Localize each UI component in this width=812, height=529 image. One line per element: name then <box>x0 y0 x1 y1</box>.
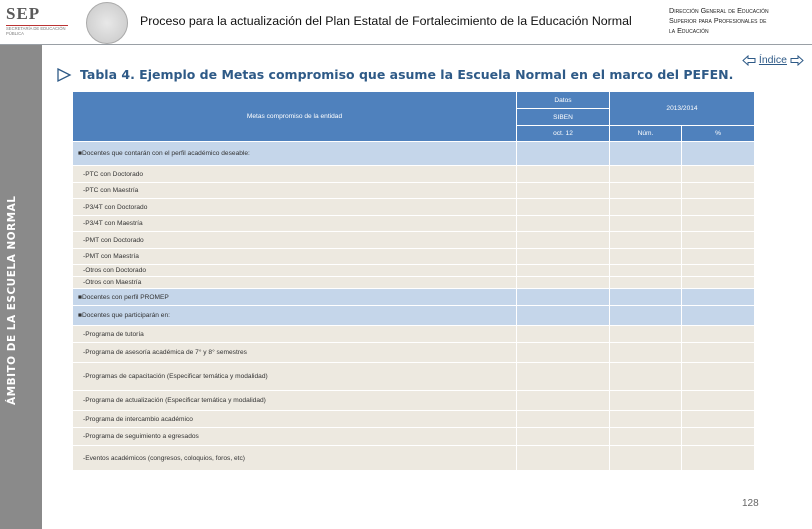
table-row <box>73 199 755 216</box>
index-nav <box>742 54 804 66</box>
value-cell[interactable] <box>517 306 610 326</box>
value-cell[interactable] <box>682 277 755 289</box>
value-cell[interactable] <box>517 326 610 343</box>
sep-logo <box>6 4 72 42</box>
table-row <box>73 277 755 289</box>
value-cell[interactable] <box>610 411 682 428</box>
col-header-goals: Metas compromiso de la entidad <box>73 92 517 142</box>
col-header-year: 2013/2014 <box>610 92 755 126</box>
value-cell[interactable] <box>610 232 682 249</box>
value-cell[interactable] <box>610 446 682 471</box>
row-label: -P3/4T con Maestría <box>73 216 517 232</box>
value-cell[interactable] <box>682 428 755 446</box>
value-cell[interactable] <box>517 289 610 306</box>
row-label: -PMT con Maestría <box>73 249 517 265</box>
sep-logo-text: SEP <box>6 4 41 23</box>
row-label: -P3/4T con Doctorado <box>73 199 517 216</box>
value-cell[interactable] <box>682 391 755 411</box>
value-cell[interactable] <box>682 183 755 199</box>
value-cell[interactable] <box>610 216 682 232</box>
row-label: -Otros con Doctorado <box>73 265 517 277</box>
index-link[interactable]: Índice <box>758 54 787 66</box>
value-cell[interactable] <box>517 265 610 277</box>
table-title: Tabla 4. Ejemplo de Metas compromiso que asume la Escuela Normal en el marco del PEFEN. <box>80 67 734 82</box>
value-cell[interactable] <box>682 411 755 428</box>
department-line-3: la Educación <box>669 26 709 35</box>
value-cell[interactable] <box>610 289 682 306</box>
row-label: ■Docentes con perfil PROMEP <box>73 289 517 306</box>
value-cell[interactable] <box>610 199 682 216</box>
value-cell[interactable] <box>610 428 682 446</box>
table-row <box>73 216 755 232</box>
table-row <box>73 446 755 471</box>
table-row <box>73 142 755 166</box>
row-label: -Programa de tutoría <box>73 326 517 343</box>
value-cell[interactable] <box>682 216 755 232</box>
value-cell[interactable] <box>682 199 755 216</box>
value-cell[interactable] <box>682 289 755 306</box>
col-header-pct: % <box>682 126 755 142</box>
value-cell[interactable] <box>610 265 682 277</box>
value-cell[interactable] <box>610 363 682 391</box>
department-line-1: Dirección General de Educación <box>669 6 769 15</box>
value-cell[interactable] <box>517 216 610 232</box>
department-line-2: Superior para Profesionales de <box>669 16 767 25</box>
value-cell[interactable] <box>610 343 682 363</box>
value-cell[interactable] <box>517 183 610 199</box>
value-cell[interactable] <box>682 306 755 326</box>
value-cell[interactable] <box>682 249 755 265</box>
logo-divider <box>6 25 68 26</box>
value-cell[interactable] <box>610 166 682 183</box>
value-cell[interactable] <box>517 142 610 166</box>
row-label: -PMT con Doctorado <box>73 232 517 249</box>
header-department <box>669 6 769 36</box>
sep-logo-subtitle: SECRETARÍA DE EDUCACIÓN PÚBLICA <box>6 26 66 36</box>
value-cell[interactable] <box>682 446 755 471</box>
table-row <box>73 166 755 183</box>
value-cell[interactable] <box>517 166 610 183</box>
value-cell[interactable] <box>682 326 755 343</box>
table-row <box>73 428 755 446</box>
table-row <box>73 411 755 428</box>
table-row <box>73 363 755 391</box>
value-cell[interactable] <box>610 326 682 343</box>
value-cell[interactable] <box>610 249 682 265</box>
value-cell[interactable] <box>517 232 610 249</box>
row-label: ■Docentes que participarán en: <box>73 306 517 326</box>
row-label: -Programas de capacitación (Especificar temática y modalidad) <box>73 363 517 391</box>
row-label: -Programa de actualización (Especificar temática y modalidad) <box>73 391 517 411</box>
value-cell[interactable] <box>517 411 610 428</box>
row-label: -Eventos académicos (congresos, coloquios, foros, etc) <box>73 446 517 471</box>
value-cell[interactable] <box>517 446 610 471</box>
value-cell[interactable] <box>517 391 610 411</box>
row-label: -Programa de asesoría académica de 7° y 8° semestres <box>73 343 517 363</box>
page-number: 128 <box>742 498 759 509</box>
arrow-right-icon[interactable] <box>790 55 804 66</box>
arrow-left-icon[interactable] <box>742 55 756 66</box>
row-label: -Programa de intercambio académico <box>73 411 517 428</box>
value-cell[interactable] <box>682 343 755 363</box>
value-cell[interactable] <box>517 249 610 265</box>
value-cell[interactable] <box>517 277 610 289</box>
value-cell[interactable] <box>682 142 755 166</box>
goals-table <box>72 91 755 471</box>
col-header-num: Núm. <box>610 126 682 142</box>
table-row <box>73 183 755 199</box>
table-row <box>73 343 755 363</box>
play-icon <box>56 67 72 83</box>
row-label: ■Docentes que contarán con el perfil académico deseable: <box>73 142 517 166</box>
value-cell[interactable] <box>682 363 755 391</box>
table-row <box>73 391 755 411</box>
header <box>0 0 812 45</box>
value-cell[interactable] <box>610 142 682 166</box>
table-row <box>73 326 755 343</box>
national-seal-icon <box>86 2 128 44</box>
value-cell[interactable] <box>610 391 682 411</box>
value-cell[interactable] <box>610 183 682 199</box>
header-title: Proceso para la actualización del Plan Estatal de Fortalecimiento de la Educación Normal <box>140 14 632 28</box>
table-row <box>73 306 755 326</box>
value-cell[interactable] <box>517 363 610 391</box>
table-row <box>73 232 755 249</box>
value-cell[interactable] <box>682 265 755 277</box>
sidebar-label-text <box>6 375 18 405</box>
row-label: -Otros con Maestría <box>73 277 517 289</box>
value-cell[interactable] <box>682 166 755 183</box>
value-cell[interactable] <box>517 428 610 446</box>
row-label: -PTC con Doctorado <box>73 166 517 183</box>
value-cell[interactable] <box>610 306 682 326</box>
value-cell[interactable] <box>610 277 682 289</box>
value-cell[interactable] <box>682 232 755 249</box>
col-header-date: oct. 12 <box>517 126 610 142</box>
row-label: -PTC con Maestría <box>73 183 517 199</box>
value-cell[interactable] <box>517 199 610 216</box>
col-header-siben: SIBEN <box>517 109 610 126</box>
table-row <box>73 289 755 306</box>
table-row <box>73 265 755 277</box>
row-label: -Programa de seguimiento a egresados <box>73 428 517 446</box>
value-cell[interactable] <box>517 343 610 363</box>
col-header-data: Datos <box>517 92 610 109</box>
table-row <box>73 249 755 265</box>
